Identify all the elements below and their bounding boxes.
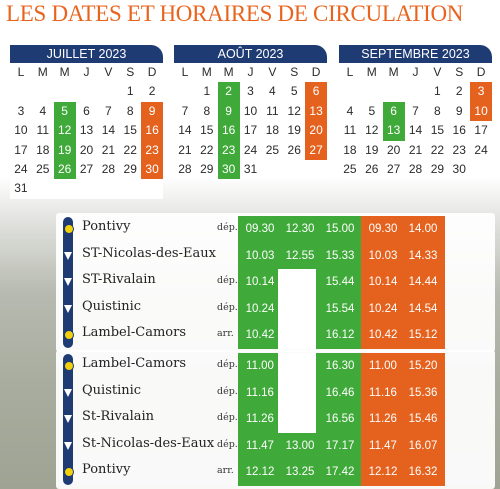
timetable bbox=[56, 350, 495, 489]
timetable-row bbox=[56, 296, 495, 322]
calendar-day: 1 bbox=[126, 84, 134, 99]
green-time: 16.12 bbox=[325, 329, 355, 342]
calendar-day: 20 bbox=[79, 142, 94, 157]
stop-name: ST-Rivalain bbox=[82, 272, 156, 288]
calendar-day: 21 bbox=[408, 142, 423, 157]
green-time: 15.44 bbox=[325, 276, 355, 289]
calendar-grid bbox=[174, 63, 327, 179]
calendar-day: 26 bbox=[54, 160, 76, 179]
calendar-day: 3 bbox=[470, 82, 492, 101]
orange-time: 11.00 bbox=[369, 360, 397, 372]
weekday-label: M bbox=[37, 65, 48, 79]
weekday-label: M bbox=[59, 65, 70, 79]
calendar-day bbox=[54, 82, 76, 101]
calendar-day: 5 bbox=[54, 102, 76, 121]
orange-time: 15.20 bbox=[408, 360, 438, 372]
calendar-day: 23 bbox=[452, 142, 466, 157]
calendar-day bbox=[32, 82, 54, 101]
calendar-day: 6 bbox=[383, 102, 405, 121]
calendar-day: 17 bbox=[14, 142, 28, 157]
stop-name: Quistinic bbox=[82, 382, 142, 398]
orange-time: 12.12 bbox=[368, 466, 398, 479]
weekday-label: J bbox=[412, 65, 419, 79]
calendar-day: 14 bbox=[178, 123, 192, 138]
green-time: 15.00 bbox=[325, 223, 355, 235]
weekday-label: D bbox=[476, 65, 486, 79]
calendar-day: 8 bbox=[434, 103, 441, 118]
calendar-day: 8 bbox=[203, 103, 211, 118]
green-time: 12.12 bbox=[245, 466, 275, 479]
calendar-day: 27 bbox=[79, 161, 94, 176]
stop-kind: dép. bbox=[217, 301, 238, 313]
calendar-day bbox=[383, 82, 405, 101]
calendar-day: 20 bbox=[305, 121, 327, 140]
stop-kind: dép. bbox=[217, 275, 238, 287]
green-time bbox=[280, 269, 320, 295]
weekday-label: M bbox=[201, 65, 212, 79]
orange-time: 14.00 bbox=[408, 223, 438, 235]
calendar-month bbox=[10, 45, 163, 199]
calendar-day: 2 bbox=[148, 84, 156, 99]
orange-time: 10.03 bbox=[368, 249, 398, 262]
calendar-day: 28 bbox=[101, 161, 116, 176]
calendar-day: 20 bbox=[386, 142, 401, 157]
orange-time: 10.14 bbox=[368, 276, 398, 289]
calendar-day: 13 bbox=[383, 121, 405, 140]
calendar-day: 9 bbox=[141, 102, 163, 121]
calendar-day: 6 bbox=[305, 82, 327, 101]
calendar-day bbox=[405, 82, 427, 101]
calendar-month-title: AOÛT 2023 bbox=[174, 45, 327, 63]
green-time: 17.17 bbox=[325, 439, 355, 452]
calendar-day: 23 bbox=[141, 141, 163, 160]
stop-kind: arr. bbox=[217, 465, 234, 477]
calendar-day bbox=[283, 160, 305, 179]
calendar-grid bbox=[10, 63, 163, 199]
calendar-day: 28 bbox=[408, 161, 423, 176]
calendar-day: 29 bbox=[430, 161, 445, 176]
calendar-day: 24 bbox=[474, 142, 488, 157]
calendar-day: 31 bbox=[243, 161, 258, 176]
weekday-label: J bbox=[83, 65, 90, 79]
calendar-day: 25 bbox=[343, 161, 357, 176]
calendar-day: 27 bbox=[386, 161, 401, 176]
calendar-day bbox=[97, 82, 119, 101]
weekday-label: S bbox=[290, 65, 299, 79]
orange-time: 11.47 bbox=[369, 439, 397, 452]
weekday-label: M bbox=[223, 65, 234, 79]
timetable-row bbox=[56, 459, 495, 485]
weekday-label: S bbox=[126, 65, 135, 79]
direction-arrow-icon bbox=[64, 442, 72, 450]
calendar-day: 9 bbox=[218, 102, 240, 121]
calendar-day: 4 bbox=[346, 103, 354, 118]
calendar-day: 2 bbox=[455, 84, 463, 99]
timetable bbox=[56, 213, 495, 352]
calendar-day: 24 bbox=[14, 161, 28, 176]
calendar-day: 13 bbox=[79, 123, 94, 138]
weekday-label: D bbox=[147, 65, 157, 79]
stop-name: St-Nicolas-des-Eaux bbox=[82, 435, 215, 451]
stop-kind: dép. bbox=[217, 412, 238, 424]
orange-time: 09.30 bbox=[368, 223, 398, 235]
weekday-label: V bbox=[104, 65, 113, 79]
calendar-day: 22 bbox=[200, 142, 214, 157]
calendar-day: 19 bbox=[287, 123, 301, 138]
calendar-day: 30 bbox=[141, 160, 163, 179]
calendar-day bbox=[54, 179, 76, 198]
calendar-day: 1 bbox=[434, 84, 441, 99]
direction-arrow-icon bbox=[64, 305, 72, 313]
green-time: 17.42 bbox=[325, 466, 355, 479]
calendar-day: 12 bbox=[54, 121, 76, 140]
orange-time: 15.46 bbox=[408, 413, 438, 426]
calendar-month-title: SEPTEMBRE 2023 bbox=[339, 45, 492, 63]
calendar-day: 12 bbox=[287, 103, 301, 118]
calendar-day: 4 bbox=[39, 103, 47, 118]
green-time: 10.03 bbox=[245, 249, 275, 262]
calendar-day: 16 bbox=[452, 123, 466, 138]
direction-arrow-icon bbox=[64, 415, 72, 423]
green-time: 13.00 bbox=[285, 439, 315, 452]
green-time: 09.30 bbox=[245, 223, 275, 235]
terminus-dot-icon bbox=[64, 224, 74, 234]
calendar-day bbox=[119, 179, 141, 198]
calendar-day: 17 bbox=[474, 123, 488, 138]
calendar-day: 22 bbox=[123, 142, 137, 157]
calendar-day: 11 bbox=[343, 123, 357, 138]
calendar-day: 30 bbox=[452, 161, 466, 176]
calendar-day: 26 bbox=[287, 142, 301, 157]
green-time bbox=[280, 322, 320, 348]
direction-arrow-icon bbox=[64, 252, 72, 260]
weekday-label: M bbox=[388, 65, 399, 79]
weekday-label: V bbox=[433, 65, 442, 79]
green-time bbox=[280, 353, 320, 379]
calendar-day: 18 bbox=[343, 142, 357, 157]
calendar-day bbox=[32, 179, 54, 198]
direction-arrow-icon bbox=[64, 389, 72, 397]
calendar-day: 15 bbox=[200, 123, 214, 138]
calendar-day: 3 bbox=[17, 103, 25, 118]
calendar-day: 9 bbox=[455, 103, 463, 118]
weekday-label: L bbox=[17, 65, 25, 79]
calendar-day: 21 bbox=[178, 142, 192, 157]
terminus-dot-icon bbox=[64, 467, 74, 477]
calendar-day: 18 bbox=[265, 123, 280, 138]
calendar-day: 25 bbox=[36, 161, 50, 176]
calendar-day: 16 bbox=[141, 121, 163, 140]
calendar-day: 12 bbox=[365, 123, 379, 138]
calendar-day: 10 bbox=[243, 103, 258, 118]
weekday-label: D bbox=[311, 65, 321, 79]
calendar-day bbox=[76, 82, 98, 101]
weekday-label: J bbox=[247, 65, 254, 79]
green-time: 11.47 bbox=[246, 439, 274, 452]
calendar-day: 7 bbox=[105, 103, 112, 118]
green-time: 10.14 bbox=[245, 276, 275, 289]
green-time: 11.00 bbox=[246, 360, 274, 372]
calendar-day: 21 bbox=[101, 142, 116, 157]
green-time: 16.30 bbox=[325, 360, 355, 372]
green-time: 10.42 bbox=[245, 329, 275, 342]
calendar-day bbox=[174, 82, 196, 101]
timetable-row bbox=[56, 216, 495, 242]
calendar-day: 17 bbox=[243, 123, 258, 138]
orange-time: 14.54 bbox=[408, 302, 438, 315]
calendar-day: 8 bbox=[126, 103, 134, 118]
calendar-day bbox=[261, 160, 283, 179]
timetable-row bbox=[56, 406, 495, 432]
calendar-day: 5 bbox=[368, 103, 376, 118]
calendar-day: 22 bbox=[430, 142, 445, 157]
green-time: 11.26 bbox=[246, 413, 274, 426]
calendar-day: 19 bbox=[54, 141, 76, 160]
direction-arrow-icon bbox=[64, 278, 72, 286]
calendar-day: 2 bbox=[218, 82, 240, 101]
calendar-day: 11 bbox=[266, 103, 279, 118]
weekday-label: L bbox=[346, 65, 354, 79]
calendar-day: 26 bbox=[365, 161, 379, 176]
calendar-day: 30 bbox=[218, 160, 240, 179]
timetable-row bbox=[56, 269, 495, 295]
stop-name: Pontivy bbox=[82, 219, 131, 234]
calendar-month bbox=[339, 45, 492, 179]
page-title: LES DATES ET HORAIRES DE CIRCULATION bbox=[6, 1, 464, 26]
stop-kind: arr. bbox=[217, 328, 234, 340]
calendar-day: 24 bbox=[243, 142, 258, 157]
calendar-day: 31 bbox=[14, 181, 28, 196]
orange-time: 15.12 bbox=[408, 329, 438, 342]
calendar-day bbox=[305, 160, 327, 179]
timetable-row bbox=[56, 380, 495, 406]
calendar-day: 10 bbox=[470, 102, 492, 121]
stop-kind: dép. bbox=[217, 438, 238, 450]
timetable-row bbox=[56, 243, 495, 269]
stop-name: ST-Nicolas-des-Eaux bbox=[82, 245, 216, 261]
weekday-label: S bbox=[455, 65, 464, 79]
calendar-day: 7 bbox=[412, 103, 419, 118]
green-time: 15.54 bbox=[325, 302, 355, 315]
calendar-day bbox=[10, 82, 32, 101]
green-time: 11.16 bbox=[246, 386, 274, 399]
calendar-day: 29 bbox=[200, 161, 214, 176]
calendar-day: 5 bbox=[290, 84, 298, 99]
stop-name: Lambel-Camors bbox=[82, 356, 187, 371]
stop-kind: dép. bbox=[217, 385, 238, 397]
orange-time: 10.24 bbox=[368, 302, 398, 315]
calendar-day: 28 bbox=[178, 161, 192, 176]
weekday-label: V bbox=[268, 65, 277, 79]
timetable-row bbox=[56, 433, 495, 459]
calendar-month bbox=[174, 45, 327, 179]
stop-name: Lambel-Camors bbox=[82, 325, 187, 341]
orange-time: 10.42 bbox=[368, 329, 398, 342]
green-time: 12.30 bbox=[285, 223, 315, 235]
calendar-day bbox=[470, 160, 492, 179]
green-time: 16.56 bbox=[325, 413, 355, 426]
weekday-label: L bbox=[181, 65, 189, 79]
stop-kind: dép. bbox=[217, 222, 238, 233]
stop-kind: dép. bbox=[217, 359, 238, 370]
terminus-dot-icon bbox=[64, 361, 74, 371]
calendar-day: 14 bbox=[408, 123, 423, 138]
calendar-day: 14 bbox=[101, 123, 116, 138]
green-time bbox=[280, 406, 320, 432]
calendar-day: 15 bbox=[123, 123, 137, 138]
terminus-dot-icon bbox=[64, 330, 74, 340]
orange-time: 14.33 bbox=[408, 249, 438, 262]
calendar-day bbox=[361, 82, 383, 101]
green-time: 15.33 bbox=[325, 249, 355, 262]
calendar-day: 25 bbox=[265, 142, 280, 157]
green-time: 10.24 bbox=[245, 302, 275, 315]
weekday-label: M bbox=[366, 65, 377, 79]
calendar-day: 3 bbox=[247, 84, 254, 99]
calendar-day bbox=[141, 179, 163, 198]
timetable-row bbox=[56, 353, 495, 379]
orange-time: 11.16 bbox=[369, 386, 397, 399]
orange-time: 15.36 bbox=[408, 386, 438, 399]
calendar-day bbox=[97, 179, 119, 198]
orange-time: 16.32 bbox=[408, 466, 438, 479]
green-time bbox=[280, 296, 320, 322]
green-time: 12.55 bbox=[285, 249, 315, 262]
calendar-day: 10 bbox=[14, 123, 28, 138]
calendar-day bbox=[339, 82, 361, 101]
calendar-day: 16 bbox=[218, 121, 240, 140]
green-time: 16.46 bbox=[325, 386, 355, 399]
calendar-day: 23 bbox=[218, 141, 240, 160]
green-time: 13.25 bbox=[285, 466, 315, 479]
calendar-day: 1 bbox=[203, 84, 211, 99]
calendar-day: 27 bbox=[305, 141, 327, 160]
calendar-day: 18 bbox=[36, 142, 50, 157]
calendar-month-title: JUILLET 2023 bbox=[10, 45, 163, 63]
calendar-grid bbox=[339, 63, 492, 179]
orange-time: 16.07 bbox=[408, 439, 438, 452]
calendar-day: 19 bbox=[365, 142, 379, 157]
calendar-day: 29 bbox=[123, 161, 137, 176]
stop-name: Quistinic bbox=[82, 298, 142, 314]
calendar-day: 15 bbox=[430, 123, 445, 138]
timetable-row bbox=[56, 322, 495, 348]
stop-name: Pontivy bbox=[82, 462, 131, 478]
calendar-day: 4 bbox=[269, 84, 276, 99]
calendar-day: 7 bbox=[181, 103, 189, 118]
calendar-day: 11 bbox=[36, 123, 50, 138]
calendar-day: 6 bbox=[83, 103, 90, 118]
calendar-day: 13 bbox=[305, 102, 327, 121]
stop-name: St-Rivalain bbox=[82, 409, 155, 425]
green-time bbox=[280, 380, 320, 406]
orange-time: 11.26 bbox=[369, 413, 397, 426]
orange-time: 14.44 bbox=[408, 276, 438, 289]
calendar-day bbox=[76, 179, 98, 198]
